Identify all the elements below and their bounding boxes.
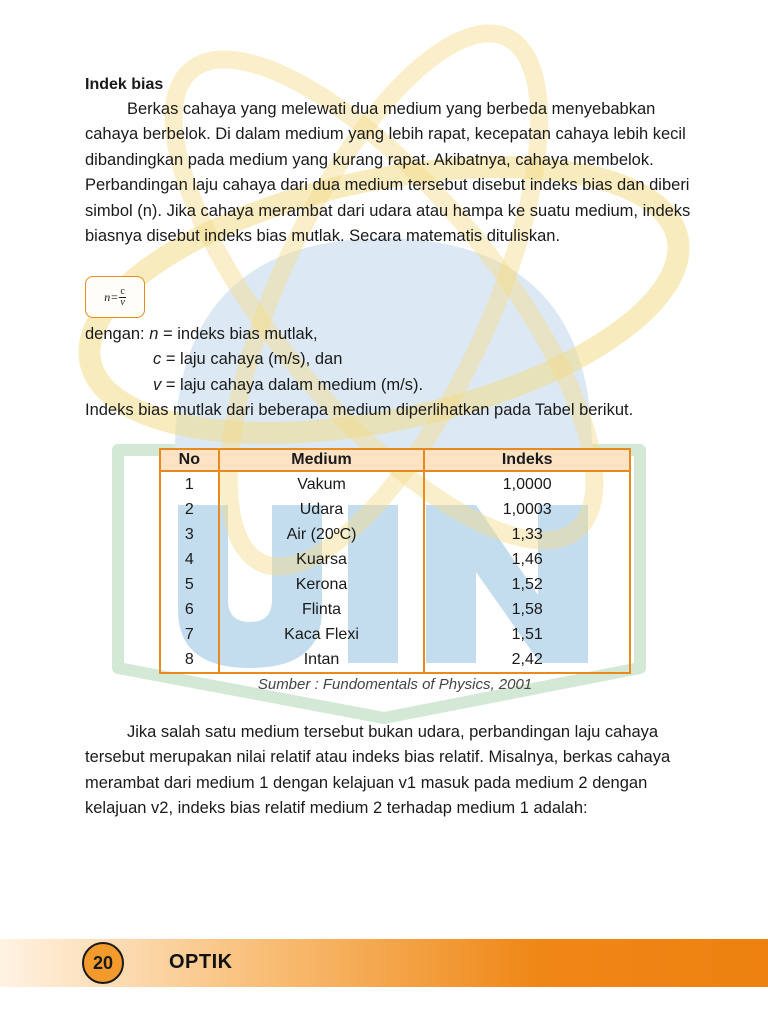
cell-medium: Kerona (219, 572, 425, 597)
definition-n (85, 323, 318, 345)
table-row (160, 622, 630, 647)
paragraph-intro: Berkas cahaya yang melewati dua medium yang berbeda menyebabkan cahaya berbelok. Di dalam medium yang lebih rapat, kecepatan cahaya lebih kecil dibandingkan pada medium yang kurang rapat. Akibatnya, cahaya membelok. Perbandingan laju cahaya dari dua medium tersebut disebut indeks bias dan diberi simbol (n). Jika cahaya merambat dari udara atau hampa ke suatu medium, indeks biasnya disebut indeks bias mutlak. Secara matematis dituliskan. (85, 100, 691, 246)
cell-index: 1,52 (424, 572, 630, 597)
table-row (160, 597, 630, 622)
cell-index: 1,58 (424, 597, 630, 622)
refractive-index-formula (104, 287, 126, 308)
definition-text: = indeks bias mutlak, (158, 325, 318, 343)
table-row (160, 547, 630, 572)
table-header-row (160, 449, 630, 471)
cell-index: 1,0000 (424, 471, 630, 497)
table-row (160, 522, 630, 547)
page-number-badge: 20 (82, 942, 124, 984)
formula-box (85, 276, 145, 318)
paragraph-relative-index: Jika salah satu medium tersebut bukan udara, perbandingan laju cahaya tersebut merupakan nilai relatif atau indeks bias relatif. Misalnya, berkas cahaya merambat dari medium 1 dengan kelajuan v1 masuk pada medium 2 dengan kelajuan v2, indeks bias relatif medium 2 terhadap medium 1 adalah: (85, 723, 671, 818)
cell-medium: Udara (219, 497, 425, 522)
cell-medium: Intan (219, 647, 425, 673)
cell-index: 1,0003 (424, 497, 630, 522)
formula-denominator: v (120, 296, 125, 308)
definition-c (153, 348, 342, 370)
table-row (160, 471, 630, 497)
table-intro: Indeks bias mutlak dari beberapa medium diperlihatkan pada Tabel berikut. (85, 401, 634, 419)
table-row (160, 497, 630, 522)
cell-index: 1,46 (424, 547, 630, 572)
header-medium: Medium (219, 449, 425, 471)
cell-medium: Vakum (219, 471, 425, 497)
cell-no: 8 (160, 647, 219, 673)
table-caption: Sumber : Fundomentals of Physics, 2001 (257, 676, 533, 693)
cell-no: 6 (160, 597, 219, 622)
cell-no: 7 (160, 622, 219, 647)
formula-numerator: c (120, 285, 125, 297)
header-no: No (160, 449, 219, 471)
definition-symbol: c (153, 350, 162, 368)
cell-no: 4 (160, 547, 219, 572)
formula-fraction (119, 287, 125, 308)
chapter-title: OPTIK (169, 951, 233, 973)
cell-medium: Kuarsa (219, 547, 425, 572)
refractive-index-table (159, 448, 631, 674)
header-index: Indeks (424, 449, 630, 471)
cell-no: 3 (160, 522, 219, 547)
cell-no: 5 (160, 572, 219, 597)
definition-text: = laju cahaya (m/s), dan (161, 350, 343, 368)
cell-no: 2 (160, 497, 219, 522)
formula-lhs: n= (104, 289, 119, 304)
cell-no: 1 (160, 471, 219, 497)
cell-index: 1,51 (424, 622, 630, 647)
definition-symbol: n (149, 325, 159, 343)
definition-prefix: dengan: (85, 325, 150, 343)
definition-symbol: v (153, 376, 162, 394)
definition-text: = laju cahaya dalam medium (m/s). (161, 376, 424, 394)
cell-index: 1,33 (424, 522, 630, 547)
section-title: Indek bias (85, 76, 164, 93)
definition-v (153, 374, 423, 396)
cell-medium: Kaca Flexi (219, 622, 425, 647)
cell-medium: Air (20ºC) (219, 522, 425, 547)
table-row (160, 647, 630, 673)
cell-index: 2,42 (424, 647, 630, 673)
table-row (160, 572, 630, 597)
cell-medium: Flinta (219, 597, 425, 622)
